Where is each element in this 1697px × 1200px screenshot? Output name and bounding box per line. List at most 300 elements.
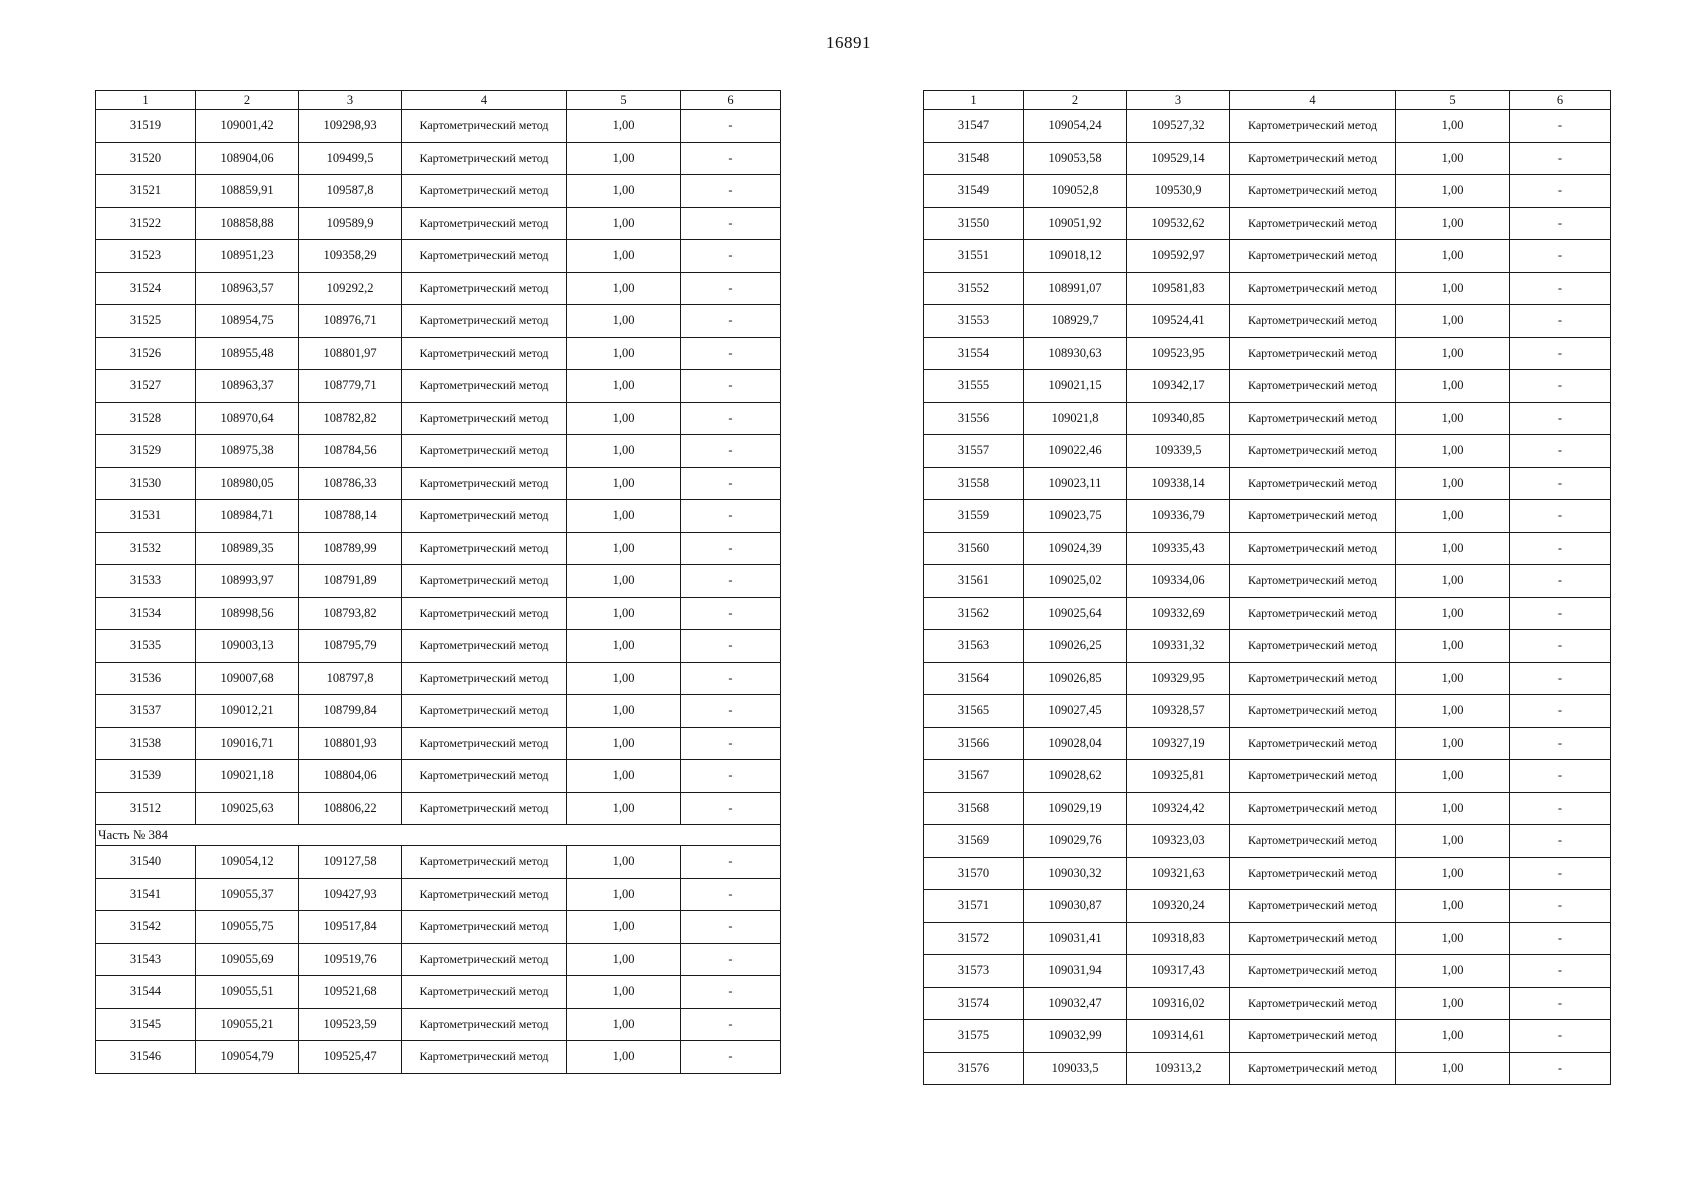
y-coordinate-cell: 109321,63 — [1127, 857, 1230, 890]
accuracy-cell: 1,00 — [567, 402, 681, 435]
x-coordinate-cell: 109055,75 — [196, 911, 299, 944]
point-number-cell: 31549 — [924, 175, 1024, 208]
note-cell: - — [1510, 760, 1611, 793]
table-row — [96, 532, 781, 565]
method-cell: Картометрический метод — [402, 727, 567, 760]
y-coordinate-cell: 109589,9 — [299, 207, 402, 240]
accuracy-cell: 1,00 — [1396, 695, 1510, 728]
x-coordinate-cell: 109025,63 — [196, 792, 299, 825]
table-row — [96, 976, 781, 1009]
x-coordinate-cell: 109023,75 — [1024, 500, 1127, 533]
note-cell: - — [681, 597, 781, 630]
point-number-cell: 31570 — [924, 857, 1024, 890]
y-coordinate-cell: 109318,83 — [1127, 922, 1230, 955]
table-row — [96, 878, 781, 911]
x-coordinate-cell: 108954,75 — [196, 305, 299, 338]
point-number-cell: 31551 — [924, 240, 1024, 273]
point-number-cell: 31558 — [924, 467, 1024, 500]
note-cell: - — [681, 305, 781, 338]
note-cell: - — [681, 695, 781, 728]
x-coordinate-cell: 108904,06 — [196, 142, 299, 175]
method-cell: Картометрический метод — [1230, 175, 1396, 208]
point-number-cell: 31559 — [924, 500, 1024, 533]
x-coordinate-cell: 108991,07 — [1024, 272, 1127, 305]
y-coordinate-cell: 109327,19 — [1127, 727, 1230, 760]
x-coordinate-cell: 108951,23 — [196, 240, 299, 273]
method-cell: Картометрический метод — [1230, 402, 1396, 435]
x-coordinate-cell: 109012,21 — [196, 695, 299, 728]
x-coordinate-cell: 109018,12 — [1024, 240, 1127, 273]
point-number-cell: 31562 — [924, 597, 1024, 630]
note-cell: - — [681, 175, 781, 208]
column-header: 3 — [1127, 91, 1230, 110]
method-cell: Картометрический метод — [1230, 695, 1396, 728]
method-cell: Картометрический метод — [1230, 630, 1396, 663]
x-coordinate-cell: 108963,57 — [196, 272, 299, 305]
y-coordinate-cell: 109530,9 — [1127, 175, 1230, 208]
y-coordinate-cell: 109523,59 — [299, 1008, 402, 1041]
note-cell: - — [1510, 175, 1611, 208]
method-cell: Картометрический метод — [1230, 662, 1396, 695]
method-cell: Картометрический метод — [1230, 727, 1396, 760]
table-row — [96, 110, 781, 143]
method-cell: Картометрический метод — [1230, 922, 1396, 955]
y-coordinate-cell: 108801,93 — [299, 727, 402, 760]
y-coordinate-cell: 109499,5 — [299, 142, 402, 175]
method-cell: Картометрический метод — [1230, 890, 1396, 923]
method-cell: Картометрический метод — [1230, 305, 1396, 338]
y-coordinate-cell: 109316,02 — [1127, 987, 1230, 1020]
x-coordinate-cell: 108989,35 — [196, 532, 299, 565]
y-coordinate-cell: 109532,62 — [1127, 207, 1230, 240]
x-coordinate-cell: 109031,94 — [1024, 955, 1127, 988]
table-row — [96, 305, 781, 338]
x-coordinate-cell: 108970,64 — [196, 402, 299, 435]
table-row — [96, 435, 781, 468]
x-coordinate-cell: 109051,92 — [1024, 207, 1127, 240]
x-coordinate-cell: 108930,63 — [1024, 337, 1127, 370]
table-row — [924, 305, 1611, 338]
note-cell: - — [1510, 630, 1611, 663]
accuracy-cell: 1,00 — [1396, 142, 1510, 175]
table-row — [96, 272, 781, 305]
table-row — [96, 1041, 781, 1074]
point-number-cell: 31561 — [924, 565, 1024, 598]
y-coordinate-cell: 109523,95 — [1127, 337, 1230, 370]
y-coordinate-cell: 109329,95 — [1127, 662, 1230, 695]
accuracy-cell: 1,00 — [567, 240, 681, 273]
y-coordinate-cell: 109127,58 — [299, 846, 402, 879]
x-coordinate-cell: 109027,45 — [1024, 695, 1127, 728]
method-cell: Картометрический метод — [1230, 987, 1396, 1020]
accuracy-cell: 1,00 — [567, 1008, 681, 1041]
column-header: 2 — [196, 91, 299, 110]
accuracy-cell: 1,00 — [1396, 110, 1510, 143]
method-cell: Картометрический метод — [402, 467, 567, 500]
x-coordinate-cell: 108980,05 — [196, 467, 299, 500]
y-coordinate-cell: 109358,29 — [299, 240, 402, 273]
point-number-cell: 31520 — [96, 142, 196, 175]
header-row — [96, 91, 781, 110]
table-row — [924, 955, 1611, 988]
method-cell: Картометрический метод — [402, 402, 567, 435]
note-cell: - — [1510, 532, 1611, 565]
point-number-cell: 31550 — [924, 207, 1024, 240]
x-coordinate-cell: 109054,79 — [196, 1041, 299, 1074]
note-cell: - — [681, 240, 781, 273]
y-coordinate-cell: 108782,82 — [299, 402, 402, 435]
x-coordinate-cell: 109030,32 — [1024, 857, 1127, 890]
y-coordinate-cell: 109524,41 — [1127, 305, 1230, 338]
note-cell: - — [1510, 402, 1611, 435]
method-cell: Картометрический метод — [1230, 1052, 1396, 1085]
accuracy-cell: 1,00 — [1396, 1052, 1510, 1085]
accuracy-cell: 1,00 — [1396, 402, 1510, 435]
note-cell: - — [681, 110, 781, 143]
method-cell: Картометрический метод — [402, 435, 567, 468]
note-cell: - — [681, 1041, 781, 1074]
y-coordinate-cell: 108789,99 — [299, 532, 402, 565]
column-header: 4 — [1230, 91, 1396, 110]
point-number-cell: 31575 — [924, 1020, 1024, 1053]
point-number-cell: 31530 — [96, 467, 196, 500]
accuracy-cell: 1,00 — [567, 337, 681, 370]
y-coordinate-cell: 109313,2 — [1127, 1052, 1230, 1085]
table-row — [96, 943, 781, 976]
point-number-cell: 31565 — [924, 695, 1024, 728]
accuracy-cell: 1,00 — [567, 207, 681, 240]
x-coordinate-cell: 108984,71 — [196, 500, 299, 533]
method-cell: Картометрический метод — [1230, 857, 1396, 890]
method-cell: Картометрический метод — [402, 305, 567, 338]
table-row — [96, 467, 781, 500]
method-cell: Картометрический метод — [402, 240, 567, 273]
y-coordinate-cell: 109331,32 — [1127, 630, 1230, 663]
x-coordinate-cell: 108859,91 — [196, 175, 299, 208]
accuracy-cell: 1,00 — [1396, 240, 1510, 273]
y-coordinate-cell: 108801,97 — [299, 337, 402, 370]
point-number-cell: 31535 — [96, 630, 196, 663]
table-row — [96, 911, 781, 944]
note-cell: - — [681, 760, 781, 793]
table-body — [924, 110, 1611, 1085]
x-coordinate-cell: 109026,25 — [1024, 630, 1127, 663]
note-cell: - — [681, 846, 781, 879]
note-cell: - — [1510, 792, 1611, 825]
point-number-cell: 31522 — [96, 207, 196, 240]
method-cell: Картометрический метод — [402, 662, 567, 695]
note-cell: - — [1510, 1020, 1611, 1053]
note-cell: - — [1510, 467, 1611, 500]
y-coordinate-cell: 109336,79 — [1127, 500, 1230, 533]
x-coordinate-cell: 109016,71 — [196, 727, 299, 760]
note-cell: - — [681, 727, 781, 760]
method-cell: Картометрический метод — [1230, 207, 1396, 240]
y-coordinate-cell: 109342,17 — [1127, 370, 1230, 403]
accuracy-cell: 1,00 — [1396, 922, 1510, 955]
point-number-cell: 31563 — [924, 630, 1024, 663]
table-row — [96, 1008, 781, 1041]
point-number-cell: 31524 — [96, 272, 196, 305]
x-coordinate-cell: 109033,5 — [1024, 1052, 1127, 1085]
y-coordinate-cell: 109581,83 — [1127, 272, 1230, 305]
y-coordinate-cell: 108784,56 — [299, 435, 402, 468]
method-cell: Картометрический метод — [402, 597, 567, 630]
y-coordinate-cell: 108976,71 — [299, 305, 402, 338]
note-cell: - — [1510, 370, 1611, 403]
x-coordinate-cell: 109024,39 — [1024, 532, 1127, 565]
point-number-cell: 31542 — [96, 911, 196, 944]
method-cell: Картометрический метод — [1230, 500, 1396, 533]
note-cell: - — [1510, 142, 1611, 175]
table-row — [924, 630, 1611, 663]
y-coordinate-cell: 109427,93 — [299, 878, 402, 911]
accuracy-cell: 1,00 — [1396, 857, 1510, 890]
point-number-cell: 31540 — [96, 846, 196, 879]
x-coordinate-cell: 109032,99 — [1024, 1020, 1127, 1053]
table-row — [924, 792, 1611, 825]
point-number-cell: 31572 — [924, 922, 1024, 955]
method-cell: Картометрический метод — [1230, 240, 1396, 273]
y-coordinate-cell: 109317,43 — [1127, 955, 1230, 988]
point-number-cell: 31555 — [924, 370, 1024, 403]
y-coordinate-cell: 108788,14 — [299, 500, 402, 533]
note-cell: - — [681, 467, 781, 500]
accuracy-cell: 1,00 — [567, 597, 681, 630]
note-cell: - — [681, 532, 781, 565]
point-number-cell: 31536 — [96, 662, 196, 695]
y-coordinate-cell: 108791,89 — [299, 565, 402, 598]
accuracy-cell: 1,00 — [1396, 175, 1510, 208]
accuracy-cell: 1,00 — [1396, 207, 1510, 240]
point-number-cell: 31556 — [924, 402, 1024, 435]
table-row — [924, 857, 1611, 890]
table-row — [96, 142, 781, 175]
point-number-cell: 31529 — [96, 435, 196, 468]
y-coordinate-cell: 109324,42 — [1127, 792, 1230, 825]
accuracy-cell: 1,00 — [1396, 987, 1510, 1020]
note-cell: - — [1510, 727, 1611, 760]
x-coordinate-cell: 108993,97 — [196, 565, 299, 598]
note-cell: - — [1510, 500, 1611, 533]
method-cell: Картометрический метод — [1230, 825, 1396, 858]
table-row — [924, 890, 1611, 923]
y-coordinate-cell: 108799,84 — [299, 695, 402, 728]
x-coordinate-cell: 109028,04 — [1024, 727, 1127, 760]
x-coordinate-cell: 109021,18 — [196, 760, 299, 793]
method-cell: Картометрический метод — [1230, 760, 1396, 793]
point-number-cell: 31576 — [924, 1052, 1024, 1085]
note-cell: - — [681, 500, 781, 533]
method-cell: Картометрический метод — [402, 976, 567, 1009]
x-coordinate-cell: 108929,7 — [1024, 305, 1127, 338]
method-cell: Картометрический метод — [1230, 110, 1396, 143]
y-coordinate-cell: 109339,5 — [1127, 435, 1230, 468]
method-cell: Картометрический метод — [402, 175, 567, 208]
accuracy-cell: 1,00 — [567, 305, 681, 338]
table-row — [924, 402, 1611, 435]
note-cell: - — [681, 337, 781, 370]
x-coordinate-cell: 109029,76 — [1024, 825, 1127, 858]
note-cell: - — [1510, 987, 1611, 1020]
y-coordinate-cell: 108797,8 — [299, 662, 402, 695]
y-coordinate-cell: 109340,85 — [1127, 402, 1230, 435]
point-number-cell: 31573 — [924, 955, 1024, 988]
table-row — [924, 337, 1611, 370]
note-cell: - — [681, 662, 781, 695]
x-coordinate-cell: 109055,69 — [196, 943, 299, 976]
x-coordinate-cell: 108963,37 — [196, 370, 299, 403]
accuracy-cell: 1,00 — [567, 565, 681, 598]
x-coordinate-cell: 109025,02 — [1024, 565, 1127, 598]
accuracy-cell: 1,00 — [1396, 337, 1510, 370]
table-row — [924, 142, 1611, 175]
note-cell: - — [1510, 565, 1611, 598]
point-number-cell: 31541 — [96, 878, 196, 911]
table-row — [96, 846, 781, 879]
accuracy-cell: 1,00 — [567, 142, 681, 175]
x-coordinate-cell: 109007,68 — [196, 662, 299, 695]
y-coordinate-cell: 109320,24 — [1127, 890, 1230, 923]
point-number-cell: 31544 — [96, 976, 196, 1009]
point-number-cell: 31564 — [924, 662, 1024, 695]
y-coordinate-cell: 109338,14 — [1127, 467, 1230, 500]
column-header: 2 — [1024, 91, 1127, 110]
y-coordinate-cell: 109587,8 — [299, 175, 402, 208]
right-coordinates-table — [923, 90, 1611, 1085]
method-cell: Картометрический метод — [1230, 370, 1396, 403]
note-cell: - — [681, 402, 781, 435]
x-coordinate-cell: 109029,19 — [1024, 792, 1127, 825]
point-number-cell: 31567 — [924, 760, 1024, 793]
point-number-cell: 31527 — [96, 370, 196, 403]
column-header: 5 — [567, 91, 681, 110]
x-coordinate-cell: 108858,88 — [196, 207, 299, 240]
y-coordinate-cell: 109328,57 — [1127, 695, 1230, 728]
x-coordinate-cell: 109026,85 — [1024, 662, 1127, 695]
column-header: 6 — [1510, 91, 1611, 110]
point-number-cell: 31545 — [96, 1008, 196, 1041]
point-number-cell: 31571 — [924, 890, 1024, 923]
accuracy-cell: 1,00 — [1396, 727, 1510, 760]
table-header — [96, 91, 781, 110]
accuracy-cell: 1,00 — [567, 911, 681, 944]
note-cell: - — [1510, 890, 1611, 923]
table-row — [96, 370, 781, 403]
accuracy-cell: 1,00 — [1396, 662, 1510, 695]
table-header — [924, 91, 1611, 110]
method-cell: Картометрический метод — [1230, 337, 1396, 370]
y-coordinate-cell: 109325,81 — [1127, 760, 1230, 793]
point-number-cell: 31539 — [96, 760, 196, 793]
method-cell: Картометрический метод — [402, 272, 567, 305]
accuracy-cell: 1,00 — [1396, 532, 1510, 565]
table-row — [924, 1052, 1611, 1085]
x-coordinate-cell: 109003,13 — [196, 630, 299, 663]
page-number: 16891 — [826, 33, 871, 52]
method-cell: Картометрический метод — [402, 1041, 567, 1074]
y-coordinate-cell: 109292,2 — [299, 272, 402, 305]
x-coordinate-cell: 109030,87 — [1024, 890, 1127, 923]
point-number-cell: 31538 — [96, 727, 196, 760]
method-cell: Картометрический метод — [402, 110, 567, 143]
method-cell: Картометрический метод — [402, 337, 567, 370]
accuracy-cell: 1,00 — [1396, 630, 1510, 663]
accuracy-cell: 1,00 — [1396, 955, 1510, 988]
x-coordinate-cell: 109001,42 — [196, 110, 299, 143]
table-row — [96, 500, 781, 533]
note-cell: - — [1510, 857, 1611, 890]
accuracy-cell: 1,00 — [567, 943, 681, 976]
header-row — [924, 91, 1611, 110]
x-coordinate-cell: 109054,12 — [196, 846, 299, 879]
accuracy-cell: 1,00 — [1396, 467, 1510, 500]
method-cell: Картометрический метод — [402, 792, 567, 825]
note-cell: - — [1510, 695, 1611, 728]
point-number-cell: 31554 — [924, 337, 1024, 370]
accuracy-cell: 1,00 — [1396, 890, 1510, 923]
accuracy-cell: 1,00 — [1396, 760, 1510, 793]
x-coordinate-cell: 108998,56 — [196, 597, 299, 630]
accuracy-cell: 1,00 — [1396, 792, 1510, 825]
method-cell: Картометрический метод — [1230, 565, 1396, 598]
method-cell: Картометрический метод — [1230, 597, 1396, 630]
table-row — [924, 597, 1611, 630]
point-number-cell: 31548 — [924, 142, 1024, 175]
table-row — [96, 760, 781, 793]
y-coordinate-cell: 109332,69 — [1127, 597, 1230, 630]
column-header: 1 — [924, 91, 1024, 110]
section-title: Часть № 384 — [96, 825, 781, 846]
table-row — [924, 987, 1611, 1020]
table-row — [924, 240, 1611, 273]
note-cell: - — [681, 370, 781, 403]
point-number-cell: 31560 — [924, 532, 1024, 565]
point-number-cell: 31525 — [96, 305, 196, 338]
note-cell: - — [681, 792, 781, 825]
y-coordinate-cell: 109323,03 — [1127, 825, 1230, 858]
x-coordinate-cell: 109055,51 — [196, 976, 299, 1009]
method-cell: Картометрический метод — [402, 1008, 567, 1041]
note-cell: - — [681, 207, 781, 240]
column-header: 5 — [1396, 91, 1510, 110]
table-row — [96, 240, 781, 273]
accuracy-cell: 1,00 — [567, 435, 681, 468]
point-number-cell: 31546 — [96, 1041, 196, 1074]
table-row — [924, 435, 1611, 468]
y-coordinate-cell: 108804,06 — [299, 760, 402, 793]
y-coordinate-cell: 109527,32 — [1127, 110, 1230, 143]
y-coordinate-cell: 108806,22 — [299, 792, 402, 825]
note-cell: - — [1510, 272, 1611, 305]
table-row — [924, 272, 1611, 305]
accuracy-cell: 1,00 — [567, 976, 681, 1009]
accuracy-cell: 1,00 — [567, 727, 681, 760]
note-cell: - — [681, 142, 781, 175]
point-number-cell: 31566 — [924, 727, 1024, 760]
accuracy-cell: 1,00 — [1396, 565, 1510, 598]
table-row — [96, 597, 781, 630]
x-coordinate-cell: 109022,46 — [1024, 435, 1127, 468]
note-cell: - — [1510, 955, 1611, 988]
table-row — [924, 110, 1611, 143]
x-coordinate-cell: 109025,64 — [1024, 597, 1127, 630]
point-number-cell: 31537 — [96, 695, 196, 728]
accuracy-cell: 1,00 — [1396, 500, 1510, 533]
table-row — [96, 792, 781, 825]
y-coordinate-cell: 109314,61 — [1127, 1020, 1230, 1053]
point-number-cell: 31523 — [96, 240, 196, 273]
